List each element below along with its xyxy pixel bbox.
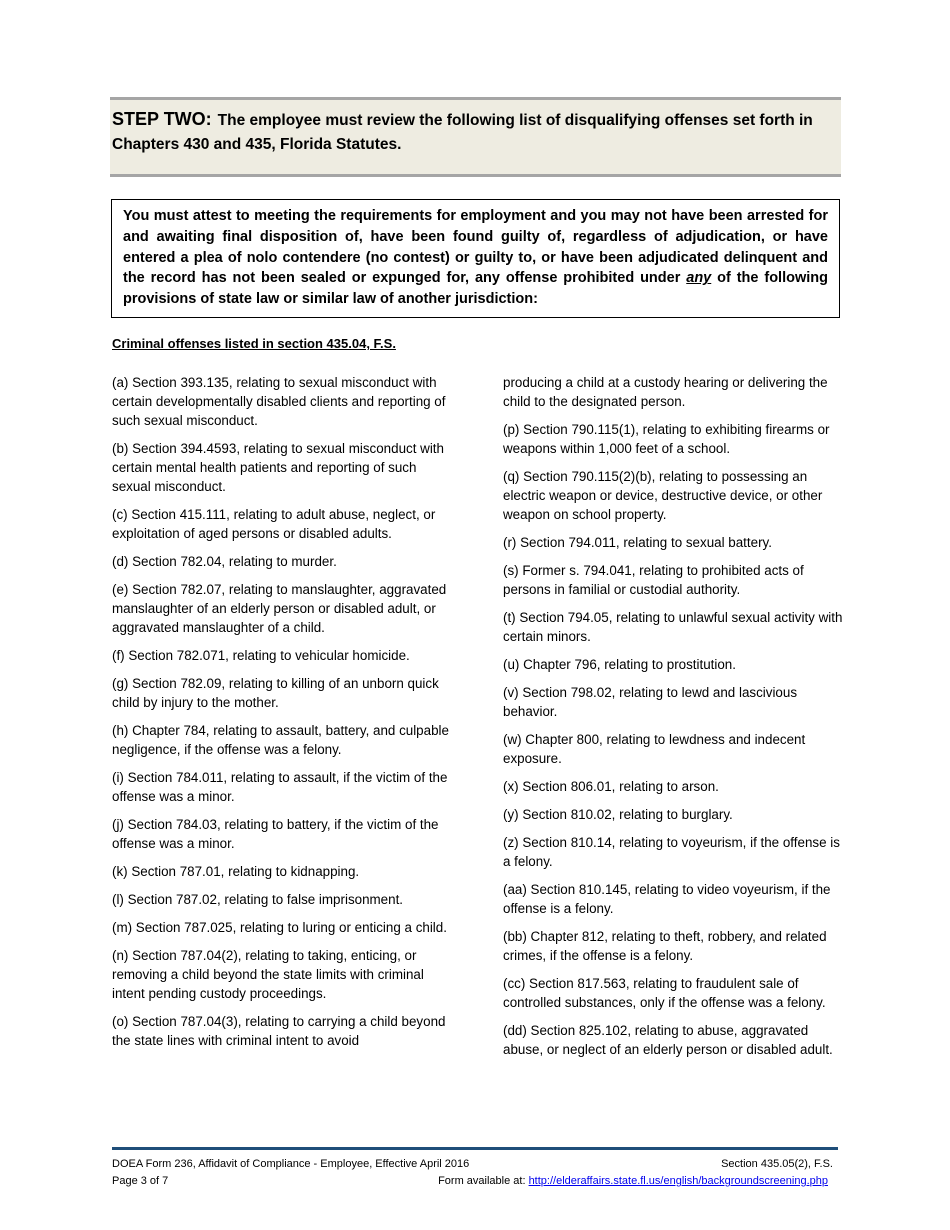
offenses-left-column <box>112 373 452 1059</box>
offense-item-continued: producing a child at a custody hearing or delivering the child to the designated person. <box>503 375 828 409</box>
attestation-box <box>111 199 840 318</box>
offense-item: (m) Section 787.025, relating to luring or enticing a child. <box>112 920 447 935</box>
step-two-banner <box>110 97 841 177</box>
footer-url-link[interactable]: http://elderaffairs.state.fl.us/english/backgroundscreening.php <box>528 1175 828 1187</box>
attestation-text-after: of the following provisions of state law or similar law of another jurisdiction: <box>123 270 828 308</box>
attestation-emphasis: any <box>686 270 712 287</box>
offense-item: (t) Section 794.05, relating to unlawful sexual activity with certain minors. <box>503 610 843 644</box>
offense-item: (v) Section 798.02, relating to lewd and lascivious behavior. <box>503 685 798 719</box>
offense-item: (aa) Section 810.145, relating to video voyeurism, if the offense is a felony. <box>503 882 831 916</box>
offense-item: (a) Section 393.135, relating to sexual misconduct with certain developmentally disabled clients and reporting of such sexual misconduct. <box>112 375 446 428</box>
offense-item: (p) Section 790.115(1), relating to exhibiting firearms or weapons within 1,000 feet of a school. <box>503 422 830 456</box>
footer-availability <box>438 1174 828 1188</box>
offense-item: (x) Section 806.01, relating to arson. <box>503 779 719 794</box>
offense-item: (h) Chapter 784, relating to assault, battery, and culpable negligence, if the offense was a felony. <box>112 723 449 757</box>
offense-item: (o) Section 787.04(3), relating to carrying a child beyond the state lines with criminal intent to avoid <box>112 1014 446 1048</box>
offense-item: (r) Section 794.011, relating to sexual battery. <box>503 535 772 550</box>
offense-item: (dd) Section 825.102, relating to abuse, aggravated abuse, or neglect of an elderly person or disabled adult. <box>503 1023 833 1057</box>
footer-divider <box>112 1147 838 1150</box>
offenses-right-column <box>503 373 843 1068</box>
offense-item: (y) Section 810.02, relating to burglary. <box>503 807 733 822</box>
offense-item: (n) Section 787.04(2), relating to taking, enticing, or removing a child beyond the state limits with criminal intent pending custody proceedings. <box>112 948 424 1001</box>
offense-item: (w) Chapter 800, relating to lewdness and indecent exposure. <box>503 732 806 766</box>
offense-item: (bb) Chapter 812, relating to theft, robbery, and related crimes, if the offense is a felony. <box>503 929 827 963</box>
footer-page-number: Page 3 of 7 <box>112 1175 169 1187</box>
section-heading: Criminal offenses listed in section 435.04, F.S. <box>112 336 396 351</box>
footer-form-title: DOEA Form 236, Affidavit of Compliance - Employee, Effective April 2016 <box>112 1158 470 1170</box>
offense-item: (g) Section 782.09, relating to killing of an unborn quick child by injury to the mother. <box>112 676 439 710</box>
step-two-text <box>112 107 839 157</box>
offense-item: (j) Section 784.03, relating to battery, if the victim of the offense was a minor. <box>112 817 439 851</box>
offense-item: (l) Section 787.02, relating to false imprisonment. <box>112 892 404 907</box>
footer-section-ref: Section 435.05(2), F.S. <box>721 1158 833 1170</box>
footer-available-label: Form available at: <box>438 1175 529 1187</box>
offense-item: (k) Section 787.01, relating to kidnapping. <box>112 864 360 879</box>
offense-item: (cc) Section 817.563, relating to fraudulent sale of controlled substances, only if the offense was a felony. <box>503 976 826 1010</box>
offense-item: (b) Section 394.4593, relating to sexual misconduct with certain mental health patients and reporting of such sexual misconduct. <box>112 441 444 494</box>
offense-item: (c) Section 415.111, relating to adult abuse, neglect, or exploitation of aged persons or disabled adults. <box>112 507 436 541</box>
offense-item: (f) Section 782.071, relating to vehicular homicide. <box>112 648 410 663</box>
offense-item: (d) Section 782.04, relating to murder. <box>112 554 337 569</box>
offense-item: (s) Former s. 794.041, relating to prohibited acts of persons in familial or custodial authority. <box>503 563 804 597</box>
offense-item: (z) Section 810.14, relating to voyeurism, if the offense is a felony. <box>503 835 840 869</box>
attestation-text-before: You must attest to meeting the requirements for employment and you may not have been arrested for and awaiting final disposition of, have been found guilty of, regardless of adjudication, or have entered a plea of nolo contendere (no contest) or guilty to, or have been adjudicated delinquent and the record has not been sealed or expunged for, any offense prohibited under <box>123 208 828 287</box>
offense-item: (i) Section 784.011, relating to assault, if the victim of the offense was a minor. <box>112 770 448 804</box>
offense-item: (q) Section 790.115(2)(b), relating to possessing an electric weapon or device, destructive device, or other weapon on school property. <box>503 469 823 522</box>
step-instruction: The employee must review the following list of disqualifying offenses set forth in Chapters 430 and 435, Florida Statutes. <box>112 112 813 153</box>
offense-item: (u) Chapter 796, relating to prostitution. <box>503 657 736 672</box>
offense-item: (e) Section 782.07, relating to manslaughter, aggravated manslaughter of an elderly person or disabled adult, or aggravated manslaughter of a child. <box>112 582 447 635</box>
step-label: STEP TWO: <box>112 109 212 129</box>
